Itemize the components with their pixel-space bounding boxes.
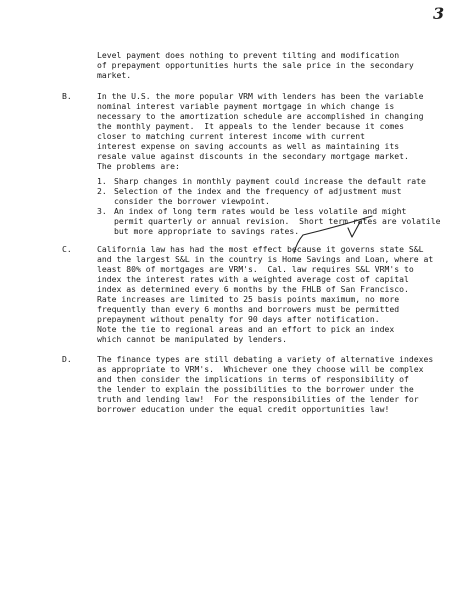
section-b-marker: B. (62, 91, 72, 101)
section-c-line: least 80% of mortgages are VRM's. Cal. law requires S&L VRM's to (97, 264, 414, 274)
section-b-line: In the U.S. the more popular VRM with lenders has been the variable (97, 91, 424, 101)
section-b-line: necessary to the amortization schedule are accomplished in changing (97, 111, 424, 121)
section-c-line: frequently than every 6 months and borrowers must be permitted (97, 304, 400, 314)
problem-3-line: permit quarterly or annual revision. Short term rates are volatile (114, 216, 441, 226)
section-c-line: California law has had the most effect because it governs state S&L (97, 244, 424, 254)
problem-3-marker: 3. (97, 206, 107, 216)
section-d-line: as appropriate to VRM's. Whichever one they choose will be complex (97, 364, 424, 374)
section-c-line: prepayment without penalty for 90 days after notification. (97, 314, 380, 324)
section-b-line: The problems are: (97, 161, 180, 171)
section-d-line: The finance types are still debating a variety of alternative indexes (97, 354, 434, 364)
section-b-line: interest expense on saving accounts as well as maintaining its (97, 141, 400, 151)
intro-line: of prepayment opportunities hurts the sale price in the secondary (97, 60, 414, 70)
section-c-line: and the largest S&L in the country is Home Savings and Loan, where at (97, 254, 434, 264)
section-c-line: index as determined every 6 months by the FHLB of San Francisco. (97, 284, 409, 294)
intro-line: Level payment does nothing to prevent tilting and modification (97, 50, 400, 60)
problem-1-line: Sharp changes in monthly payment could increase the default rate (114, 176, 426, 186)
section-b-line: closer to matching current interest income with current (97, 131, 366, 141)
problem-3-line: but more appropriate to savings rates. (114, 226, 300, 236)
problem-3-line: An index of long term rates would be less volatile and might (114, 206, 407, 216)
section-c-line: Note the tie to regional areas and an effort to pick an index (97, 324, 395, 334)
page-number: 3 (433, 4, 445, 23)
problem-1-marker: 1. (97, 176, 107, 186)
section-d-line: and then consider the implications in terms of responsibility of (97, 374, 409, 384)
section-d-line: borrower education under the equal credit opportunities law! (97, 404, 390, 414)
problem-2-line: consider the borrower viewpoint. (114, 196, 270, 206)
problem-2-line: Selection of the index and the frequency of adjustment must (114, 186, 402, 196)
section-c-line: Rate increases are limited to 25 basis points maximum, no more (97, 294, 400, 304)
section-b-line: resale value against discounts in the secondary mortgage market. (97, 151, 409, 161)
section-c-line: index the interest rates with a weighted average cost of capital (97, 274, 409, 284)
section-d-line: the lender to explain the possibilities to the borrower under the (97, 384, 414, 394)
section-d-marker: D. (62, 354, 72, 364)
section-c-line: which cannot be manipulated by lenders. (97, 334, 288, 344)
section-b-line: the monthly payment. It appeals to the lender because it comes (97, 121, 404, 131)
intro-line: market. (97, 70, 132, 80)
section-b-line: nominal interest variable payment mortgage in which change is (97, 101, 395, 111)
section-c-marker: C. (62, 244, 72, 254)
problem-2-marker: 2. (97, 186, 107, 196)
section-d-line: truth and lending law! For the responsibilities of the lender for (97, 394, 419, 404)
